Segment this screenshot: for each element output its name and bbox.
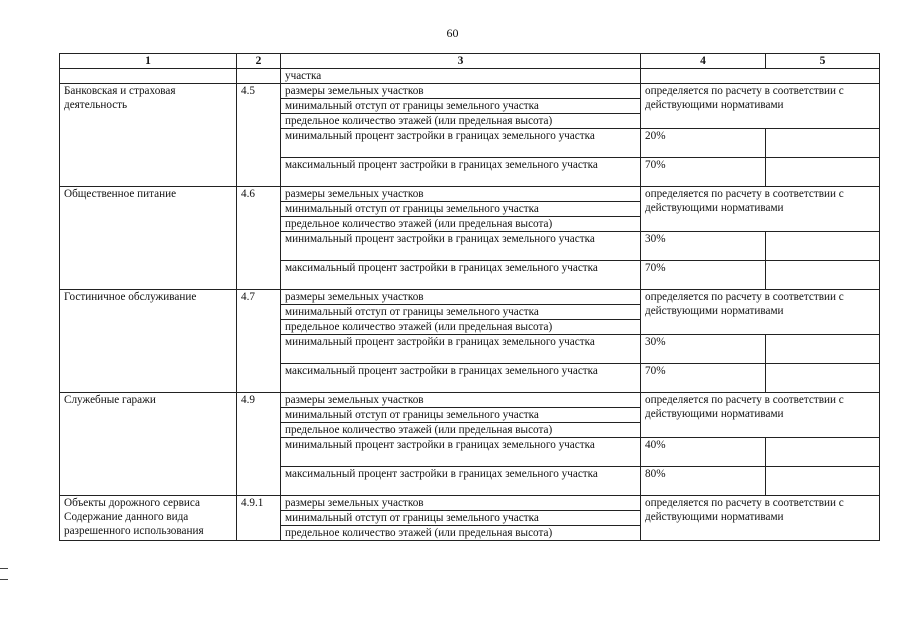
calc-note-cell: определяется по расчету в соответствии с действующими нормативами (641, 393, 880, 438)
use-code-cell: 4.5 (237, 84, 281, 187)
param-cell: участка (281, 69, 641, 84)
max-percent-value: 70% (641, 261, 766, 290)
page-number: 60 (446, 26, 459, 40)
calc-note-cell: определяется по расчету в соответствии с действующими нормативами (641, 187, 880, 232)
min-percent-value: 20% (641, 129, 766, 158)
calc-note-cell: определяется по расчету в соответствии с действующими нормативами (641, 496, 880, 541)
use-code-cell: 4.6 (237, 187, 281, 290)
scan-mark (0, 568, 8, 569)
use-name-cell: Служебные гаражи (60, 393, 237, 496)
param-cell: предельное количество этажей (или предельная высота) (281, 217, 641, 232)
table-row (60, 496, 880, 511)
col-header-2: 2 (237, 54, 281, 69)
param-cell: максимальный процент застройки в границах земельного участка (281, 261, 641, 290)
param-cell: размеры земельных участков (281, 84, 641, 99)
param-cell: максимальный процент застройки в границах земельного участка (281, 364, 641, 393)
param-cell: размеры земельных участков (281, 496, 641, 511)
table-row (60, 393, 880, 408)
max-percent-value: 70% (641, 158, 766, 187)
col-header-3: 3 (281, 54, 641, 69)
param-cell: предельное количество этажей (или предельная высота) (281, 320, 641, 335)
table-row (60, 84, 880, 99)
scan-edge-marks (0, 568, 8, 590)
param-cell: предельное количество этажей (или предельная высота) (281, 423, 641, 438)
min-percent-value: 40% (641, 438, 766, 467)
param-cell: минимальный отступ от границы земельного участка (281, 408, 641, 423)
param-cell: максимальный процент застройки в границах земельного участка (281, 467, 641, 496)
param-cell: минимальный процент застройќи в границах земельного участка (281, 335, 641, 364)
param-cell: минимальный отступ от границы земельного участка (281, 305, 641, 320)
param-cell: размеры земельных участков (281, 187, 641, 202)
scan-mark (0, 579, 8, 580)
use-name-cell: Гостиничное обслуживание (60, 290, 237, 393)
table-row (60, 187, 880, 202)
param-cell: предельное количество этажей (или предельная высота) (281, 526, 641, 541)
param-cell: минимальный отступ от границы земельного участка (281, 99, 641, 114)
calc-note-cell: определяется по расчету в соответствии с действующими нормативами (641, 290, 880, 335)
param-cell: минимальный процент застройки в границах земельного участка (281, 129, 641, 158)
param-cell: предельное количество этажей (или предельная высота) (281, 114, 641, 129)
param-cell: размеры земельных участков (281, 393, 641, 408)
use-name-cell: Объекты дорожного сервиса Содержание данного вида разрешенного использования (60, 496, 237, 541)
use-code-cell: 4.9 (237, 393, 281, 496)
use-code-cell: 4.9.1 (237, 496, 281, 541)
col-header-5: 5 (766, 54, 880, 69)
min-percent-value: 30% (641, 232, 766, 261)
min-percent-value: 30% (641, 335, 766, 364)
param-cell: минимальный отступ от границы земельного участка (281, 511, 641, 526)
col-header-1: 1 (60, 54, 237, 69)
param-cell: минимальный отступ от границы земельного участка (281, 202, 641, 217)
param-cell: максимальный процент застройки в границах земельного участка (281, 158, 641, 187)
max-percent-value: 80% (641, 467, 766, 496)
header-row (60, 54, 880, 69)
use-code-cell: 4.7 (237, 290, 281, 393)
param-cell: размеры земельных участков (281, 290, 641, 305)
max-percent-value: 70% (641, 364, 766, 393)
land-use-regulations-table (59, 53, 880, 541)
param-cell: минимальный процент застройки в границах земельного участка (281, 232, 641, 261)
param-cell: минимальный процент застройки в границах земельного участка (281, 438, 641, 467)
table-row (60, 69, 880, 84)
use-name-cell: Общественное питание (60, 187, 237, 290)
calc-note-cell: определяется по расчету в соответствии с действующими нормативами (641, 84, 880, 129)
use-name-cell: Банковская и страховая деятельность (60, 84, 237, 187)
table-row (60, 290, 880, 305)
col-header-4: 4 (641, 54, 766, 69)
